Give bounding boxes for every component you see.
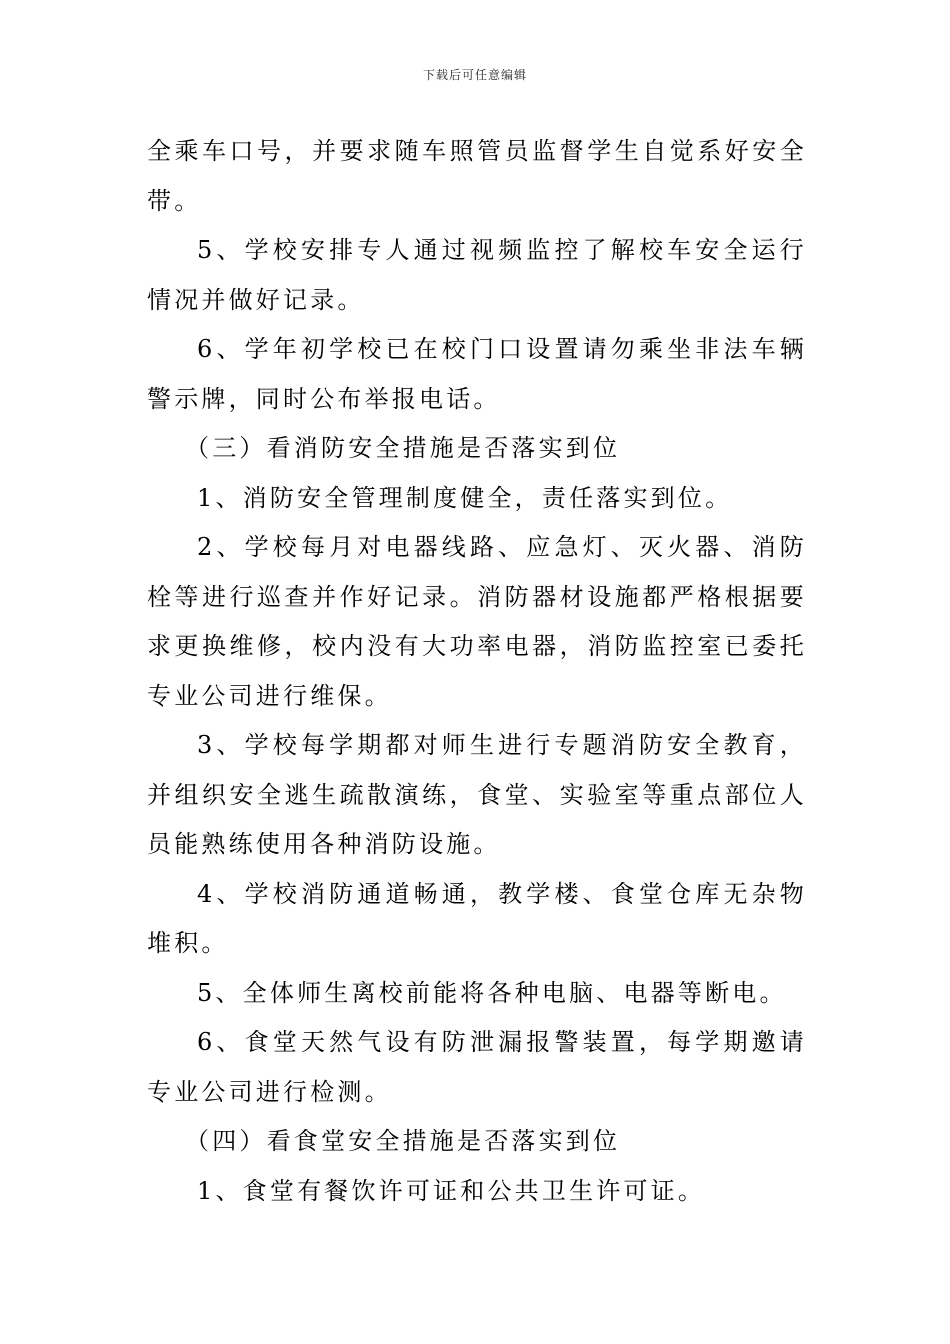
paragraph-continuation: 全乘车口号，并要求随车照管员监督学生自觉系好安全带。 bbox=[147, 137, 807, 215]
paragraph-fire-item-4: 4、学校消防通道畅通，教学楼、食堂仓库无杂物堆积。 bbox=[147, 879, 807, 957]
page-header-note: 下载后可任意编辑 bbox=[422, 68, 527, 82]
paragraph-fire-item-1: 1、消防安全管理制度健全，责任落实到位。 bbox=[197, 483, 733, 512]
section-heading-canteen-safety: （四）看食堂安全措施是否落实到位 bbox=[185, 1127, 621, 1155]
paragraph-fire-item-6: 6、食堂天然气设有防泄漏报警装置，每学期邀请专业公司进行检测。 bbox=[147, 1028, 807, 1106]
section-heading-fire-safety: （三）看消防安全措施是否落实到位 bbox=[185, 434, 621, 462]
paragraph-fire-item-5: 5、全体师生离校前能将各种电脑、电器等断电。 bbox=[197, 978, 787, 1007]
paragraph-canteen-item-1: 1、食堂有餐饮许可证和公共卫生许可证。 bbox=[197, 1176, 706, 1205]
document-body bbox=[147, 127, 807, 1216]
paragraph-fire-item-2: 2、学校每月对电器线路、应急灯、灭火器、消防栓等进行巡查并作好记录。消防器材设施都严格根据要求更换维修，校内没有大功率电器，消防监控室已委托专业公司进行维保。 bbox=[147, 533, 807, 710]
paragraph-item-5-bus-monitoring: 5、学校安排专人通过视频监控了解校车安全运行情况并做好记录。 bbox=[147, 236, 807, 314]
paragraph-item-6-warning-sign: 6、学年初学校已在校门口设置请勿乘坐非法车辆警示牌，同时公布举报电话。 bbox=[147, 335, 807, 413]
paragraph-fire-item-3: 3、学校每学期都对师生进行专题消防安全教育，并组织安全逃生疏散演练，食堂、实验室等重点部位人员能熟练使用各种消防设施。 bbox=[147, 731, 807, 858]
